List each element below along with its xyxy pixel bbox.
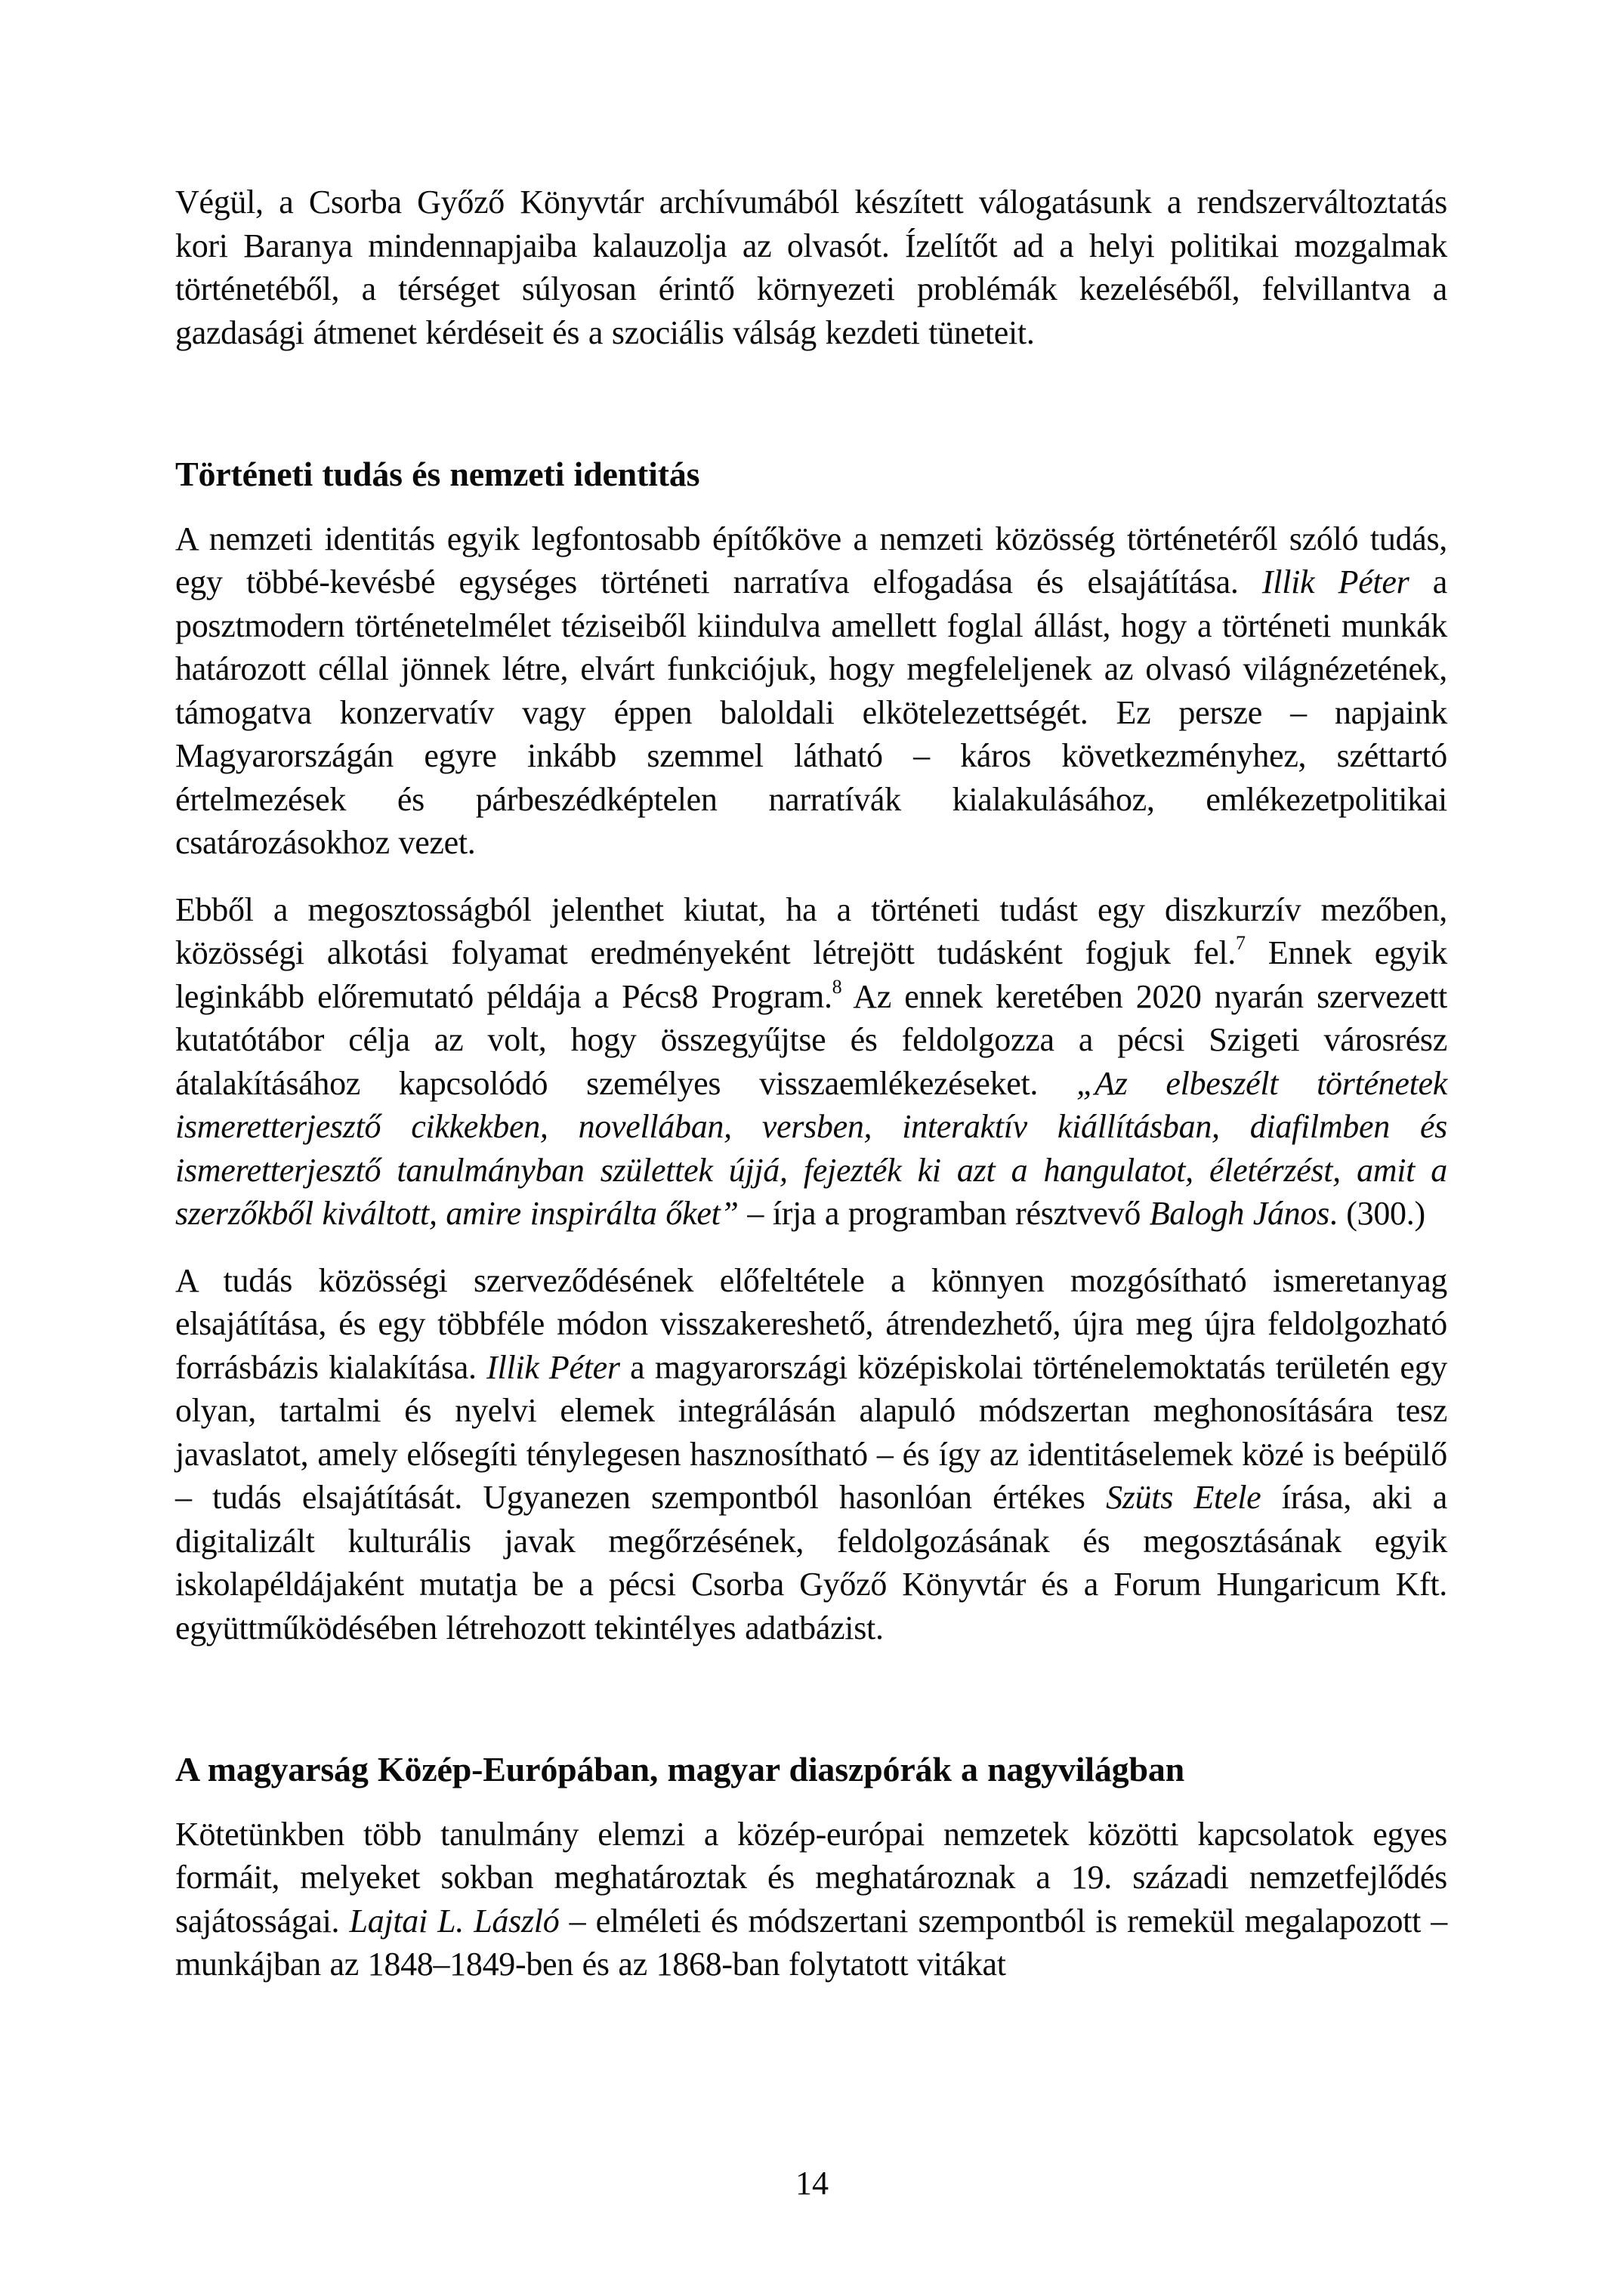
paragraph-text: Kötetünkben több tanulmány elemzi a közép-európai nemzetek közötti kapcsolatok egyes formáit, melyeket sokban meghatároztak és meghatároznak a 19. századi nemzetfejlődés sajátosságai. (175, 1815, 1447, 1940)
paragraph-text: Végül, a Csorba Győző Könyvtár archívumából készített válogatásunk a rendszerváltoztatás kori Baranya mindennapjaiba kalauzolja az olvasót. Ízelítőt ad a helyi politikai mozgalmak történetéből, a térséget súlyosan érintő környezeti problémák kezeléséből, felvillantva a gazdasági átmenet kérdéseit és a szociális válság kezdeti tüneteit. (175, 184, 1447, 351)
paragraph-text: Ebből a megosztosságból jelenthet kiutat, ha a történeti tudást egy diszkurzív mezőben, közösségi alkotási folyamat eredményeként létrejött tudásként fogjuk fel. (175, 890, 1447, 971)
author-name-emphasis: Balogh János (1149, 1195, 1329, 1232)
paragraph-text: – elméleti és módszertani szempontból is remekül megalapozott – munkájban az 1848–1849-ben és az 1868-ban folytatott vitákat (175, 1902, 1447, 1983)
paragraph-text: a posztmodern történetelmélet téziseiből kiindulva amellett foglal állást, hogy a történeti munkák határozott céllal jönnek létre, elvárt funkciójuk, hogy megfeleljenek az olvasó világnézetének, támogatva konzervatív vagy éppen baloldali elkötelezettségét. Ez persze – napjaink Magyarországán egyre inkább szemmel látható – káros következményhez, széttartó értelmezések és párbeszédképtelen narratívák kialakulásához, emlékezetpolitikai csatározásokhoz vezet. (175, 563, 1448, 861)
author-name-emphasis: Lajtai L. László (349, 1902, 560, 1940)
section-heading-hungarians-central-europe: A magyarság Közép-Európában, magyar diaszpórák a nagyvilágban (175, 1750, 1185, 1788)
footnote-reference-8: 8 (832, 975, 842, 998)
page-footer (0, 2162, 1624, 2205)
paragraph-text: A nemzeti identitás egyik legfontosabb építőköve a nemzeti közösség történetéről szóló tudás, egy többé-kevésbé egységes történeti narratíva elfogadása és elsajátítása. (175, 520, 1447, 600)
paragraph-pecs8-program (175, 888, 1447, 1236)
paragraph-text: – írja a programban résztvevő (738, 1195, 1150, 1232)
intro-paragraph (175, 181, 1447, 354)
footnote-reference-7: 7 (1235, 932, 1246, 954)
paragraph-text: Az ennek keretében 2020 nyarán szervezett kutatótábor célja az volt, hogy összegyűjtse és feldolgozza a pécsi Szigeti városrész átalakításához kapcsolódó személyes visszaemlékezéseket. (175, 977, 1447, 1102)
paragraph-national-identity (175, 517, 1447, 865)
author-name-emphasis: Illik Péter (486, 1348, 620, 1386)
page-number: 14 (795, 2165, 829, 2202)
quotation-emphasis: „Az elbeszélt történetek ismeretterjesztő cikkekben, novellában, versben, interaktív kiállításban, diafilmben és ismeretterjesztő tanulmányban születtek újjá, fejezték ki azt a hangulatot, életérzést, amit a szerzőkből kiváltott, amire inspirálta őket” (175, 1064, 1447, 1232)
paragraph-text: a magyarországi középiskolai történelemoktatás területén egy olyan, tartalmi és nyelvi elemek integrálásán alapuló módszertan meghonosítására tesz javaslatot, amely elősegíti ténylegesen hasznosítható – és így az identitáselemek közé is beépülő – tudás elsajátítását. Ugyanezen szempontból hasonlóan értékes (175, 1348, 1448, 1516)
author-name-emphasis: Szüts Etele (1106, 1479, 1261, 1516)
paragraph-text: Ennek egyik leginkább előremutató példája a Pécs8 Program. (175, 934, 1447, 1015)
section-heading-historical-knowledge: Történeti tudás és nemzeti identitás (175, 455, 700, 493)
paragraph-text: írása, aki a digitalizált kulturális javak megőrzésének, feldolgozásának és megosztásának egyik iskolapéldájaként mutatja be a pécsi Csorba Győző Könyvtár és a Forum Hungaricum Kft. együttműködésében létrehozott tekintélyes adatbázist. (175, 1479, 1447, 1646)
paragraph-text: . (300.) (1329, 1195, 1425, 1232)
paragraph-text: A tudás közösségi szerveződésének előfeltétele a könnyen mozgósítható ismeretanyag elsajátítása, és egy többféle módon visszakereshető, átrendezhető, újra meg újra feldolgozható forrásbázis kialakítása. (175, 1261, 1447, 1386)
author-name-emphasis: Illik Péter (1261, 563, 1409, 600)
paragraph-central-europe (175, 1813, 1447, 1986)
page-text-column (175, 181, 1447, 2010)
paragraph-knowledge-organisation (175, 1259, 1447, 1650)
